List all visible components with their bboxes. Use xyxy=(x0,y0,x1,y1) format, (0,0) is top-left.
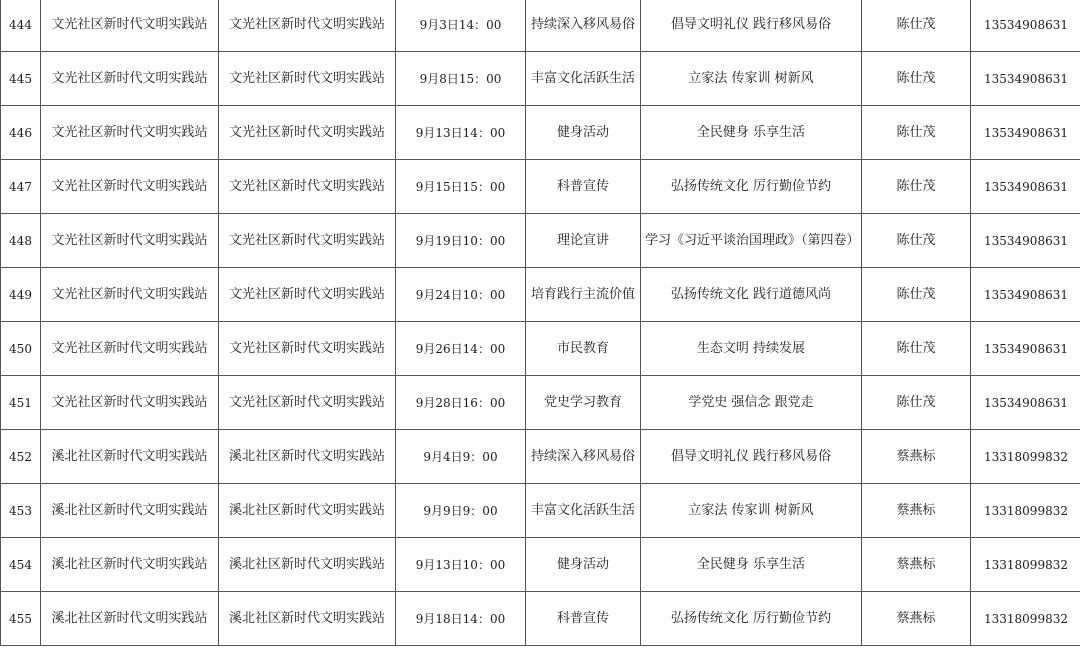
organizer: 文光社区新时代文明实践站 xyxy=(219,268,396,322)
contact-phone: 13534908631 xyxy=(971,268,1080,322)
contact-phone: 13534908631 xyxy=(971,322,1080,376)
contact-person: 蔡燕标 xyxy=(862,592,971,646)
contact-person: 蔡燕标 xyxy=(862,538,971,592)
activity-theme: 全民健身 乐享生活 xyxy=(641,538,862,592)
practice-site: 溪北社区新时代文明实践站 xyxy=(41,592,219,646)
activity-category: 科普宣传 xyxy=(526,160,641,214)
activity-category: 市民教育 xyxy=(526,322,641,376)
contact-phone: 13534908631 xyxy=(971,106,1080,160)
row-number: 446 xyxy=(1,106,41,160)
activity-category: 培育践行主流价值 xyxy=(526,268,641,322)
row-number: 444 xyxy=(1,0,41,52)
table-row xyxy=(1,106,1080,160)
practice-site: 文光社区新时代文明实践站 xyxy=(41,160,219,214)
table-row xyxy=(1,160,1080,214)
practice-site: 文光社区新时代文明实践站 xyxy=(41,376,219,430)
activity-time: 9月19日10：00 xyxy=(396,214,526,268)
row-number: 454 xyxy=(1,538,41,592)
practice-site: 文光社区新时代文明实践站 xyxy=(41,214,219,268)
practice-site: 文光社区新时代文明实践站 xyxy=(41,52,219,106)
organizer: 溪北社区新时代文明实践站 xyxy=(219,430,396,484)
contact-phone: 13534908631 xyxy=(971,0,1080,52)
row-number: 452 xyxy=(1,430,41,484)
activity-time: 9月18日14：00 xyxy=(396,592,526,646)
row-number: 445 xyxy=(1,52,41,106)
activity-time: 9月8日15：00 xyxy=(396,52,526,106)
row-number: 451 xyxy=(1,376,41,430)
table-row xyxy=(1,52,1080,106)
activity-theme: 弘扬传统文化 厉行勤俭节约 xyxy=(641,592,862,646)
contact-phone: 13534908631 xyxy=(971,52,1080,106)
organizer: 文光社区新时代文明实践站 xyxy=(219,106,396,160)
activity-theme: 倡导文明礼仪 践行移风易俗 xyxy=(641,430,862,484)
contact-person: 陈仕茂 xyxy=(862,376,971,430)
table-row xyxy=(1,268,1080,322)
activity-category: 党史学习教育 xyxy=(526,376,641,430)
activity-theme: 弘扬传统文化 践行道德风尚 xyxy=(641,268,862,322)
row-number: 449 xyxy=(1,268,41,322)
contact-person: 陈仕茂 xyxy=(862,322,971,376)
activity-category: 持续深入移风易俗 xyxy=(526,0,641,52)
row-number: 455 xyxy=(1,592,41,646)
contact-person: 蔡燕标 xyxy=(862,430,971,484)
activity-theme: 倡导文明礼仪 践行移风易俗 xyxy=(641,0,862,52)
practice-site: 文光社区新时代文明实践站 xyxy=(41,268,219,322)
practice-site: 文光社区新时代文明实践站 xyxy=(41,106,219,160)
practice-site: 文光社区新时代文明实践站 xyxy=(41,322,219,376)
organizer: 溪北社区新时代文明实践站 xyxy=(219,592,396,646)
row-number: 447 xyxy=(1,160,41,214)
activity-category: 持续深入移风易俗 xyxy=(526,430,641,484)
contact-person: 陈仕茂 xyxy=(862,268,971,322)
activity-category: 健身活动 xyxy=(526,538,641,592)
activity-category: 理论宣讲 xyxy=(526,214,641,268)
row-number: 453 xyxy=(1,484,41,538)
practice-site: 溪北社区新时代文明实践站 xyxy=(41,484,219,538)
table-row xyxy=(1,0,1080,52)
contact-phone: 13534908631 xyxy=(971,214,1080,268)
organizer: 文光社区新时代文明实践站 xyxy=(219,214,396,268)
activity-category: 科普宣传 xyxy=(526,592,641,646)
schedule-body xyxy=(1,0,1080,646)
organizer: 溪北社区新时代文明实践站 xyxy=(219,484,396,538)
table-row xyxy=(1,322,1080,376)
organizer: 文光社区新时代文明实践站 xyxy=(219,52,396,106)
activity-category: 健身活动 xyxy=(526,106,641,160)
practice-site: 文光社区新时代文明实践站 xyxy=(41,0,219,52)
contact-person: 陈仕茂 xyxy=(862,214,971,268)
row-number: 448 xyxy=(1,214,41,268)
activity-time: 9月24日10：00 xyxy=(396,268,526,322)
table-row xyxy=(1,376,1080,430)
activity-theme: 生态文明 持续发展 xyxy=(641,322,862,376)
activity-time: 9月4日9：00 xyxy=(396,430,526,484)
practice-site: 溪北社区新时代文明实践站 xyxy=(41,430,219,484)
activity-category: 丰富文化活跃生活 xyxy=(526,52,641,106)
contact-phone: 13318099832 xyxy=(971,592,1080,646)
contact-phone: 13534908631 xyxy=(971,376,1080,430)
activity-theme: 学党史 强信念 跟党走 xyxy=(641,376,862,430)
table-row xyxy=(1,430,1080,484)
table-row xyxy=(1,214,1080,268)
contact-phone: 13318099832 xyxy=(971,430,1080,484)
activity-time: 9月15日15：00 xyxy=(396,160,526,214)
activity-time: 9月9日9：00 xyxy=(396,484,526,538)
activity-time: 9月3日14：00 xyxy=(396,0,526,52)
organizer: 溪北社区新时代文明实践站 xyxy=(219,538,396,592)
activity-theme: 学习《习近平谈治国理政》（第四卷） xyxy=(641,214,862,268)
activity-theme: 立家法 传家训 树新风 xyxy=(641,52,862,106)
activity-theme: 立家法 传家训 树新风 xyxy=(641,484,862,538)
contact-person: 陈仕茂 xyxy=(862,160,971,214)
activity-theme: 弘扬传统文化 厉行勤俭节约 xyxy=(641,160,862,214)
activity-time: 9月13日10：00 xyxy=(396,538,526,592)
organizer: 文光社区新时代文明实践站 xyxy=(219,0,396,52)
contact-person: 陈仕茂 xyxy=(862,0,971,52)
practice-site: 溪北社区新时代文明实践站 xyxy=(41,538,219,592)
contact-phone: 13318099832 xyxy=(971,484,1080,538)
table-row xyxy=(1,538,1080,592)
activity-category: 丰富文化活跃生活 xyxy=(526,484,641,538)
activity-time: 9月13日14：00 xyxy=(396,106,526,160)
contact-person: 蔡燕标 xyxy=(862,484,971,538)
activity-time: 9月28日16：00 xyxy=(396,376,526,430)
contact-phone: 13534908631 xyxy=(971,160,1080,214)
organizer: 文光社区新时代文明实践站 xyxy=(219,322,396,376)
table-row xyxy=(1,484,1080,538)
contact-person: 陈仕茂 xyxy=(862,52,971,106)
organizer: 文光社区新时代文明实践站 xyxy=(219,160,396,214)
activity-time: 9月26日14：00 xyxy=(396,322,526,376)
organizer: 文光社区新时代文明实践站 xyxy=(219,376,396,430)
row-number: 450 xyxy=(1,322,41,376)
contact-person: 陈仕茂 xyxy=(862,106,971,160)
contact-phone: 13318099832 xyxy=(971,538,1080,592)
activity-theme: 全民健身 乐享生活 xyxy=(641,106,862,160)
table-row xyxy=(1,592,1080,646)
